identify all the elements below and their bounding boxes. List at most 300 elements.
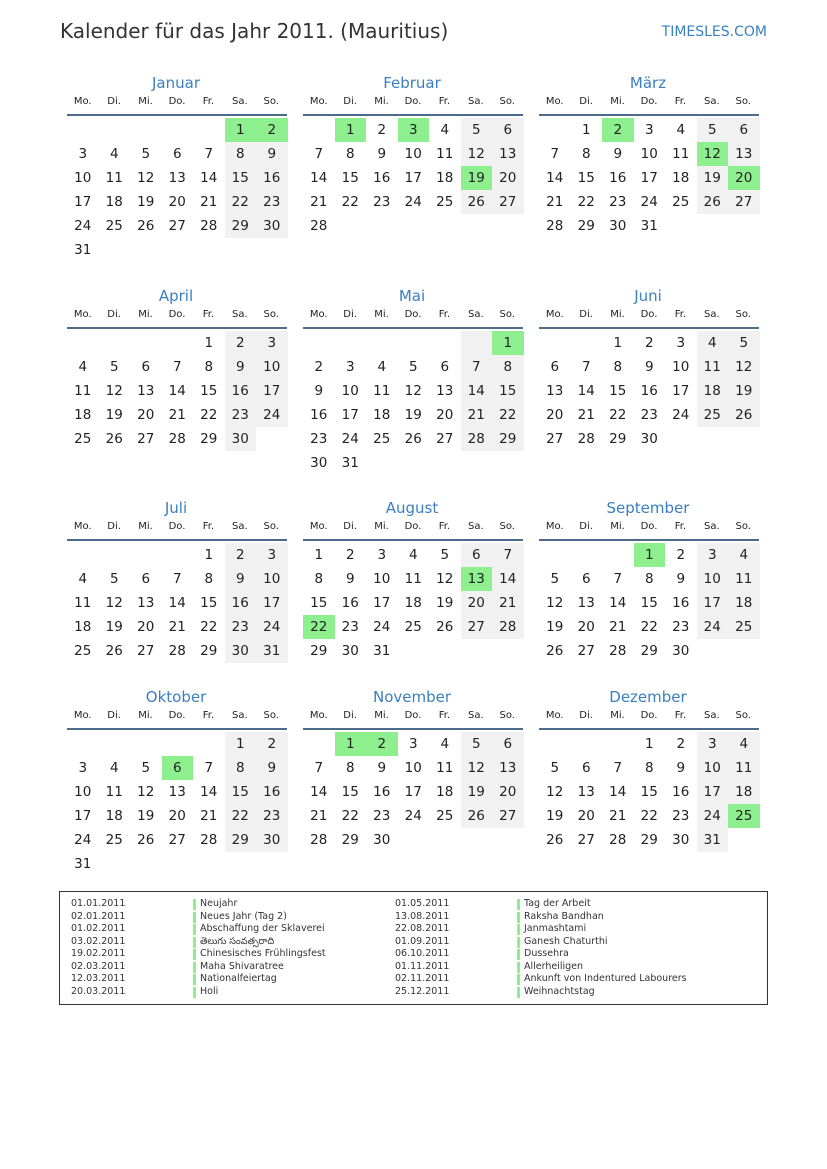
weekday-label: Di. — [579, 521, 593, 532]
day-cell: 27 — [137, 431, 155, 447]
month-1 — [67, 73, 287, 262]
day-cell: 21 — [609, 619, 627, 635]
legend-holiday-name: Allerheiligen — [524, 960, 584, 972]
weekday-label: Do. — [640, 521, 658, 532]
weekday-label: Fr. — [674, 309, 687, 320]
day-cell: 12 — [461, 142, 493, 166]
legend-marker — [517, 987, 520, 998]
weekday-label: Sa. — [703, 521, 720, 532]
weekday-label: Mi. — [138, 309, 153, 320]
day-cell: 6 — [461, 543, 493, 567]
day-cell: 31 — [373, 643, 391, 659]
weekday-label: Sa. — [703, 710, 720, 721]
day-cell: 20 — [168, 194, 186, 210]
legend-marker — [517, 899, 520, 910]
day-cell: 5 — [408, 359, 418, 375]
weekday-label: So. — [735, 710, 751, 721]
day-cell: 1 — [613, 335, 623, 351]
month-11 — [303, 687, 523, 852]
day-cell: 11 — [672, 146, 690, 162]
empty-cell — [162, 331, 194, 355]
empty-cell — [461, 451, 493, 475]
day-cell: 20 — [137, 407, 155, 423]
weekday-label: So. — [499, 521, 515, 532]
day-cell: 30 — [672, 643, 690, 659]
day-cell: 20 — [577, 808, 595, 824]
day-cell: 3 — [377, 547, 387, 563]
empty-cell — [429, 331, 461, 355]
weekday-header — [67, 518, 287, 541]
legend-date: 22.08.2011 — [395, 923, 450, 934]
weekday-label: Mi. — [374, 521, 389, 532]
day-cell: 4 — [440, 122, 450, 138]
month-12 — [539, 687, 759, 852]
day-cell: 15 — [609, 383, 627, 399]
day-cell: 4 — [728, 732, 760, 756]
weekday-header — [303, 93, 523, 116]
weekday-label: Fr. — [674, 521, 687, 532]
empty-cell — [429, 214, 461, 238]
day-cell: 7 — [492, 543, 524, 567]
day-cell: 12 — [546, 595, 564, 611]
day-cell: 26 — [461, 804, 493, 828]
legend-marker — [193, 924, 196, 935]
day-cell: 16 — [609, 170, 627, 186]
day-cell: 13 — [168, 170, 186, 186]
day-cell: 25 — [436, 194, 454, 210]
weekday-label: Fr. — [202, 96, 215, 107]
day-cell: 15 — [310, 595, 328, 611]
day-cell: 13 — [492, 142, 524, 166]
empty-cell — [303, 331, 335, 355]
empty-cell — [492, 639, 524, 663]
day-cell: 4 — [697, 331, 729, 355]
day-grid — [67, 543, 287, 663]
empty-cell — [398, 331, 430, 355]
day-cell: 24 — [404, 194, 422, 210]
day-cell: 5 — [440, 547, 450, 563]
empty-cell — [697, 639, 729, 663]
weekday-header — [539, 518, 759, 541]
day-cell: 26 — [404, 431, 422, 447]
weekday-label: So. — [263, 521, 279, 532]
day-cell: 26 — [461, 190, 493, 214]
day-cell: 11 — [404, 571, 422, 587]
day-cell: 13 — [728, 142, 760, 166]
weekday-label: Mi. — [610, 96, 625, 107]
day-cell: 14 — [310, 170, 328, 186]
weekday-label: Di. — [107, 521, 121, 532]
weekday-label: Fr. — [438, 710, 451, 721]
holiday-day: 1 — [492, 331, 524, 355]
legend-date: 03.02.2011 — [71, 935, 126, 947]
day-cell: 3 — [78, 760, 88, 776]
month-name: Oktober — [145, 688, 207, 706]
weekday-label: Do. — [168, 96, 186, 107]
day-cell: 23 — [225, 615, 257, 639]
weekday-label: Do. — [168, 309, 186, 320]
day-cell: 27 — [168, 832, 186, 848]
day-cell: 21 — [577, 407, 595, 423]
day-cell: 28 — [609, 832, 627, 848]
empty-cell — [398, 214, 430, 238]
day-cell: 12 — [137, 784, 155, 800]
holiday-legend — [59, 891, 768, 1005]
empty-cell — [99, 118, 131, 142]
day-cell: 29 — [200, 643, 218, 659]
day-cell: 25 — [105, 218, 123, 234]
day-cell: 9 — [377, 760, 387, 776]
day-grid — [67, 118, 287, 262]
day-cell: 14 — [168, 595, 186, 611]
day-cell: 6 — [581, 760, 591, 776]
day-cell: 22 — [640, 619, 658, 635]
day-cell: 20 — [137, 619, 155, 635]
weekday-label: Mi. — [610, 710, 625, 721]
day-cell: 4 — [408, 547, 418, 563]
day-cell: 14 — [461, 379, 493, 403]
day-cell: 1 — [644, 736, 654, 752]
day-cell: 2 — [644, 335, 654, 351]
weekday-label: So. — [263, 309, 279, 320]
weekday-label: Mo. — [73, 309, 92, 320]
day-cell: 18 — [74, 619, 92, 635]
day-cell: 5 — [550, 760, 560, 776]
day-cell: 29 — [609, 431, 627, 447]
day-cell: 17 — [404, 170, 422, 186]
day-cell: 3 — [697, 543, 729, 567]
brand-link[interactable]: TIMESLES.COM — [661, 24, 767, 40]
day-cell: 13 — [137, 383, 155, 399]
day-cell: 21 — [310, 808, 328, 824]
legend-date: 20.03.2011 — [71, 985, 126, 997]
legend-date: 06.10.2011 — [395, 948, 450, 959]
weekday-label: Mo. — [309, 710, 328, 721]
day-cell: 31 — [697, 828, 729, 852]
empty-cell — [492, 214, 524, 238]
empty-cell — [571, 331, 603, 355]
weekday-label: Mo. — [73, 96, 92, 107]
day-cell: 16 — [256, 780, 288, 804]
month-name: Juli — [164, 499, 188, 517]
weekday-label: Do. — [640, 309, 658, 320]
day-cell: 14 — [168, 383, 186, 399]
holiday-day: 20 — [728, 166, 760, 190]
legend-date: 12.03.2011 — [71, 973, 126, 984]
holiday-day: 2 — [366, 732, 398, 756]
day-cell: 16 — [672, 784, 690, 800]
day-cell: 22 — [640, 808, 658, 824]
day-cell: 30 — [373, 832, 391, 848]
empty-cell — [398, 639, 430, 663]
weekday-label: So. — [263, 710, 279, 721]
weekday-label: Do. — [640, 96, 658, 107]
month-name: April — [158, 287, 194, 305]
day-cell: 7 — [172, 571, 182, 587]
empty-cell — [461, 214, 493, 238]
day-cell: 2 — [314, 359, 324, 375]
holiday-day: 1 — [225, 118, 257, 142]
day-cell: 11 — [105, 170, 123, 186]
weekday-header — [539, 306, 759, 329]
day-cell: 12 — [105, 383, 123, 399]
day-cell: 14 — [609, 784, 627, 800]
weekday-label: So. — [499, 96, 515, 107]
day-cell: 26 — [546, 832, 564, 848]
day-cell: 18 — [697, 379, 729, 403]
empty-cell — [130, 238, 162, 262]
day-cell: 14 — [492, 567, 524, 591]
day-cell: 14 — [546, 170, 564, 186]
day-cell: 11 — [74, 383, 92, 399]
weekday-label: Fr. — [202, 710, 215, 721]
day-cell: 23 — [672, 619, 690, 635]
legend-date: 01.01.2011 — [71, 898, 126, 909]
day-cell: 5 — [461, 732, 493, 756]
day-cell: 9 — [377, 146, 387, 162]
day-cell: 31 — [74, 856, 92, 872]
weekday-label: Di. — [579, 96, 593, 107]
day-cell: 5 — [461, 118, 493, 142]
legend-marker — [193, 937, 196, 948]
empty-cell — [665, 214, 697, 238]
weekday-label: Di. — [107, 710, 121, 721]
weekday-label: Mi. — [138, 521, 153, 532]
day-grid — [67, 732, 287, 876]
day-cell: 22 — [341, 808, 359, 824]
weekday-label: Di. — [107, 96, 121, 107]
day-cell: 15 — [640, 784, 658, 800]
day-cell: 31 — [74, 242, 92, 258]
day-cell: 19 — [137, 808, 155, 824]
holiday-day: 3 — [398, 118, 430, 142]
day-cell: 9 — [676, 571, 686, 587]
day-cell: 15 — [225, 780, 257, 804]
day-cell: 24 — [672, 407, 690, 423]
weekday-label: Sa. — [231, 96, 248, 107]
day-cell: 9 — [613, 146, 623, 162]
empty-cell — [366, 451, 398, 475]
legend-marker — [193, 949, 196, 960]
day-cell: 8 — [644, 571, 654, 587]
day-cell: 15 — [200, 595, 218, 611]
day-cell: 4 — [78, 571, 88, 587]
day-cell: 26 — [137, 218, 155, 234]
empty-cell — [303, 118, 335, 142]
empty-cell — [162, 732, 194, 756]
day-cell: 16 — [310, 407, 328, 423]
day-cell: 19 — [546, 808, 564, 824]
day-cell: 25 — [697, 403, 729, 427]
day-cell: 16 — [341, 595, 359, 611]
day-cell: 2 — [225, 331, 257, 355]
day-cell: 16 — [225, 591, 257, 615]
legend-date: 01.02.2011 — [71, 923, 126, 934]
empty-cell — [366, 331, 398, 355]
day-grid — [539, 331, 759, 451]
day-cell: 21 — [310, 194, 328, 210]
holiday-day: 19 — [461, 166, 493, 190]
empty-cell — [303, 732, 335, 756]
day-cell: 23 — [672, 808, 690, 824]
day-cell: 27 — [728, 190, 760, 214]
day-cell: 12 — [404, 383, 422, 399]
day-cell: 10 — [74, 170, 92, 186]
weekday-label: Sa. — [703, 309, 720, 320]
day-cell: 19 — [546, 619, 564, 635]
empty-cell — [697, 214, 729, 238]
empty-cell — [728, 427, 760, 451]
empty-cell — [162, 543, 194, 567]
day-cell: 20 — [577, 619, 595, 635]
day-cell: 2 — [345, 547, 355, 563]
day-cell: 30 — [256, 214, 288, 238]
day-cell: 19 — [137, 194, 155, 210]
day-cell: 30 — [672, 832, 690, 848]
weekday-label: So. — [499, 309, 515, 320]
day-cell: 15 — [225, 166, 257, 190]
day-cell: 14 — [200, 170, 218, 186]
day-cell: 9 — [314, 383, 324, 399]
day-cell: 2 — [256, 732, 288, 756]
weekday-label: Di. — [343, 96, 357, 107]
day-grid — [303, 331, 523, 475]
holiday-day: 1 — [335, 118, 367, 142]
day-cell: 4 — [109, 760, 119, 776]
day-cell: 8 — [613, 359, 623, 375]
day-cell: 27 — [461, 615, 493, 639]
day-cell: 29 — [200, 431, 218, 447]
day-cell: 23 — [373, 808, 391, 824]
day-cell: 10 — [256, 567, 288, 591]
weekday-label: Mo. — [309, 309, 328, 320]
month-name: Mai — [398, 287, 426, 305]
day-cell: 12 — [546, 784, 564, 800]
legend-marker — [517, 962, 520, 973]
day-cell: 15 — [200, 383, 218, 399]
weekday-label: Sa. — [467, 710, 484, 721]
empty-cell — [193, 732, 225, 756]
empty-cell — [492, 828, 524, 852]
day-cell: 21 — [461, 403, 493, 427]
day-cell: 22 — [200, 619, 218, 635]
holiday-day: 1 — [335, 732, 367, 756]
empty-cell — [335, 214, 367, 238]
day-cell: 8 — [204, 359, 214, 375]
day-cell: 26 — [546, 643, 564, 659]
day-cell: 4 — [78, 359, 88, 375]
weekday-label: Mo. — [73, 710, 92, 721]
day-cell: 5 — [697, 118, 729, 142]
day-cell: 22 — [225, 190, 257, 214]
day-cell: 22 — [341, 194, 359, 210]
day-cell: 18 — [105, 808, 123, 824]
weekday-label: Di. — [107, 309, 121, 320]
day-cell: 18 — [105, 194, 123, 210]
day-cell: 16 — [672, 595, 690, 611]
empty-cell — [67, 331, 99, 355]
day-cell: 27 — [436, 431, 454, 447]
day-cell: 18 — [74, 407, 92, 423]
empty-cell — [67, 732, 99, 756]
weekday-label: Di. — [579, 309, 593, 320]
empty-cell — [429, 451, 461, 475]
day-grid — [303, 732, 523, 852]
day-cell: 24 — [697, 804, 729, 828]
weekday-label: Sa. — [467, 309, 484, 320]
empty-cell — [256, 427, 288, 451]
day-cell: 15 — [577, 170, 595, 186]
day-cell: 14 — [577, 383, 595, 399]
day-cell: 1 — [225, 732, 257, 756]
legend-holiday-name: Ganesh Chaturthi — [524, 935, 608, 947]
day-cell: 8 — [204, 571, 214, 587]
day-cell: 23 — [256, 804, 288, 828]
day-cell: 31 — [640, 218, 658, 234]
month-6 — [539, 286, 759, 451]
day-cell: 24 — [256, 403, 288, 427]
weekday-label: Fr. — [438, 521, 451, 532]
empty-cell — [539, 118, 571, 142]
weekday-label: Di. — [579, 710, 593, 721]
day-cell: 24 — [697, 615, 729, 639]
weekday-label: Sa. — [231, 521, 248, 532]
day-cell: 7 — [461, 355, 493, 379]
holiday-day: 25 — [728, 804, 760, 828]
weekday-header — [67, 306, 287, 329]
day-cell: 7 — [613, 760, 623, 776]
day-grid — [539, 543, 759, 663]
day-cell: 12 — [728, 355, 760, 379]
day-cell: 29 — [225, 214, 257, 238]
day-cell: 23 — [310, 431, 328, 447]
weekday-label: Do. — [404, 710, 422, 721]
day-cell: 17 — [697, 591, 729, 615]
day-cell: 10 — [373, 571, 391, 587]
weekday-label: So. — [735, 521, 751, 532]
legend-date: 25.12.2011 — [395, 985, 450, 997]
legend-date: 01.09.2011 — [395, 935, 450, 947]
day-cell: 20 — [546, 407, 564, 423]
empty-cell — [193, 118, 225, 142]
day-cell: 23 — [640, 407, 658, 423]
day-cell: 26 — [105, 431, 123, 447]
day-cell: 12 — [105, 595, 123, 611]
day-cell: 2 — [225, 543, 257, 567]
day-cell: 8 — [345, 760, 355, 776]
empty-cell — [398, 451, 430, 475]
legend-date: 01.05.2011 — [395, 898, 450, 909]
day-cell: 25 — [672, 194, 690, 210]
day-cell: 18 — [436, 784, 454, 800]
day-cell: 1 — [204, 335, 214, 351]
day-cell: 6 — [550, 359, 560, 375]
holiday-day: 2 — [602, 118, 634, 142]
day-cell: 11 — [728, 567, 760, 591]
day-cell: 3 — [256, 331, 288, 355]
day-cell: 16 — [640, 383, 658, 399]
day-cell: 30 — [341, 643, 359, 659]
day-cell: 28 — [609, 643, 627, 659]
day-cell: 16 — [373, 784, 391, 800]
day-cell: 2 — [676, 736, 686, 752]
day-cell: 6 — [440, 359, 450, 375]
day-cell: 7 — [204, 760, 214, 776]
empty-cell — [697, 427, 729, 451]
weekday-label: Mi. — [610, 309, 625, 320]
day-cell: 19 — [436, 595, 454, 611]
day-cell: 21 — [200, 808, 218, 824]
